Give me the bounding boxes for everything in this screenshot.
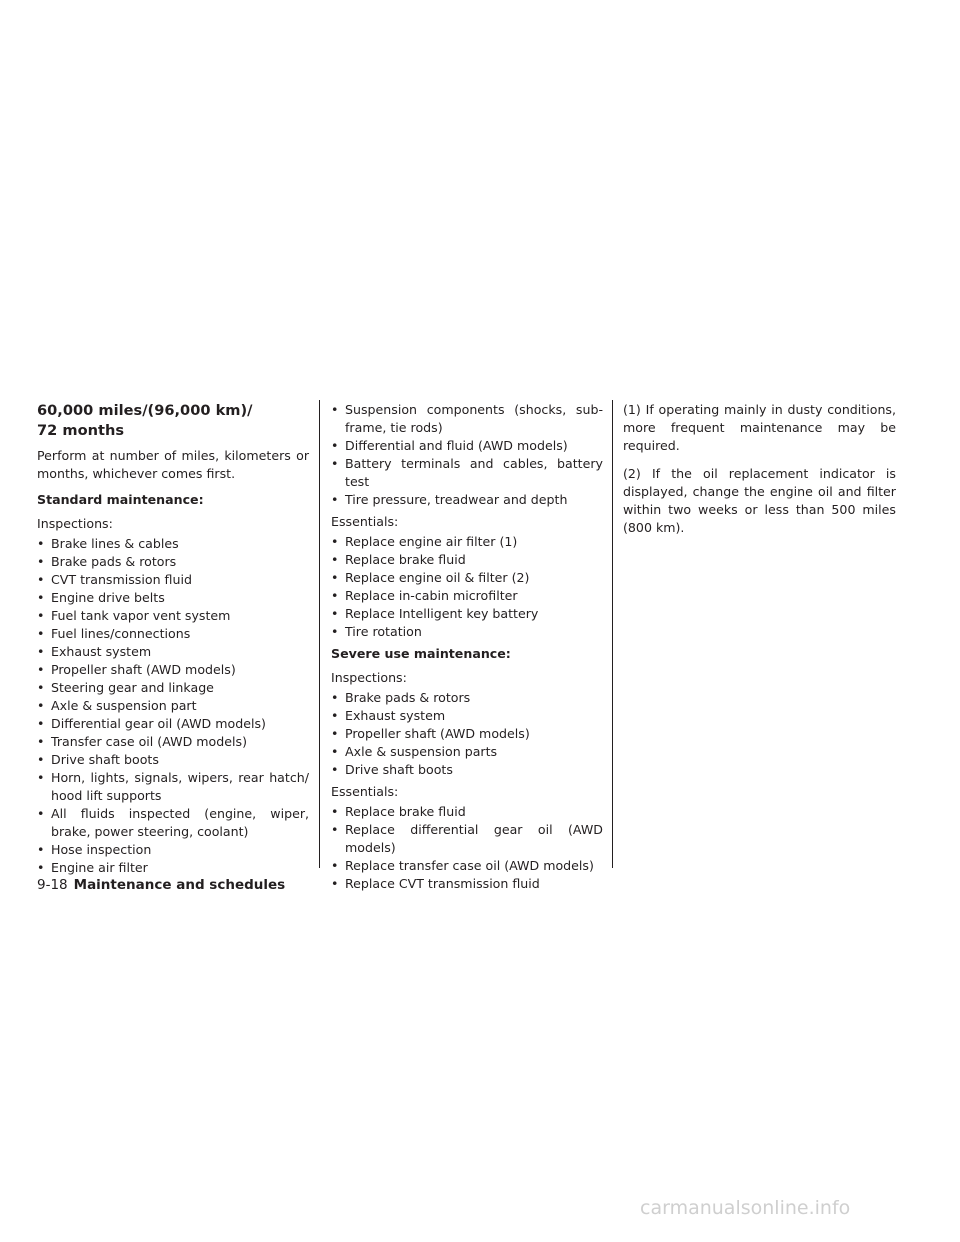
list-item: • Battery terminals and cables, battery test <box>331 455 603 491</box>
list-item: • Brake pads & rotors <box>37 553 309 571</box>
section-title-line1: 60,000 miles/(96,000 km)/ <box>37 402 253 419</box>
standard-maintenance-heading: Standard maintenance: <box>37 492 204 507</box>
essentials-label: Essentials: <box>331 514 399 529</box>
list-item: • Engine air filter <box>37 859 309 877</box>
list-item: • Exhaust system <box>331 707 603 725</box>
left-column <box>37 401 309 881</box>
list-item: • Tire rotation <box>331 623 603 641</box>
list-item: • Axle & suspension part <box>37 697 309 715</box>
standard-inspections-list <box>37 535 309 877</box>
severe-inspections-label: Inspections: <box>331 670 407 685</box>
list-item: • Brake lines & cables <box>37 535 309 553</box>
column-divider <box>612 400 613 868</box>
list-item: • Differential and fluid (AWD models) <box>331 437 603 455</box>
list-item: • Replace engine air filter (1) <box>331 533 603 551</box>
list-item: • Propeller shaft (AWD models) <box>331 725 603 743</box>
page-footer <box>37 876 285 894</box>
standard-inspections-list-continued <box>331 401 603 509</box>
list-item: • Replace brake fluid <box>331 803 603 821</box>
watermark: carmanualsonline.info <box>640 1197 851 1219</box>
severe-essentials-list <box>331 803 603 893</box>
list-item: • Replace in-cabin microfilter <box>331 587 603 605</box>
list-item: • Replace transfer case oil (AWD models) <box>331 857 603 875</box>
severe-inspections-list <box>331 689 603 779</box>
list-item: • CVT transmission fluid <box>37 571 309 589</box>
list-item: • Engine drive belts <box>37 589 309 607</box>
list-item: • Axle & suspension parts <box>331 743 603 761</box>
list-item: • Transfer case oil (AWD models) <box>37 733 309 751</box>
section-title <box>37 401 309 441</box>
right-column <box>623 401 896 547</box>
inspections-label: Inspections: <box>37 516 113 531</box>
middle-column <box>331 401 603 897</box>
section-title-line2: 72 months <box>37 422 125 439</box>
list-item: • Suspension components (shocks, sub-frame, tie rods) <box>331 401 603 437</box>
list-item: • Steering gear and linkage <box>37 679 309 697</box>
page-number: 9-18 <box>37 877 68 893</box>
list-item: • Fuel lines/connections <box>37 625 309 643</box>
intro-text: Perform at number of miles, kilometers or months, whichever comes first. <box>37 448 309 481</box>
footnote-2: (2) If the oil replacement indicator is displayed, change the engine oil and filter within two weeks or less than 500 miles (800 km). <box>623 466 896 535</box>
list-item: • Drive shaft boots <box>37 751 309 769</box>
list-item: • Differential gear oil (AWD models) <box>37 715 309 733</box>
list-item: • Replace CVT transmission fluid <box>331 875 603 893</box>
footnote-1: (1) If operating mainly in dusty conditions, more frequent maintenance may be required. <box>623 402 896 453</box>
column-divider <box>319 400 320 868</box>
list-item: • All fluids inspected (engine, wiper, brake, power steering, coolant) <box>37 805 309 841</box>
list-item: • Propeller shaft (AWD models) <box>37 661 309 679</box>
severe-essentials-label: Essentials: <box>331 784 399 799</box>
list-item: • Brake pads & rotors <box>331 689 603 707</box>
list-item: • Hose inspection <box>37 841 309 859</box>
section-name: Maintenance and schedules <box>73 877 286 893</box>
list-item: • Drive shaft boots <box>331 761 603 779</box>
standard-essentials-list <box>331 533 603 641</box>
severe-use-heading: Severe use maintenance: <box>331 646 511 661</box>
list-item: • Horn, lights, signals, wipers, rear hatch/ hood lift supports <box>37 769 309 805</box>
list-item: • Tire pressure, treadwear and depth <box>331 491 603 509</box>
list-item: • Exhaust system <box>37 643 309 661</box>
list-item: • Fuel tank vapor vent system <box>37 607 309 625</box>
list-item: • Replace differential gear oil (AWD models) <box>331 821 603 857</box>
list-item: • Replace Intelligent key battery <box>331 605 603 623</box>
list-item: • Replace engine oil & filter (2) <box>331 569 603 587</box>
list-item: • Replace brake fluid <box>331 551 603 569</box>
